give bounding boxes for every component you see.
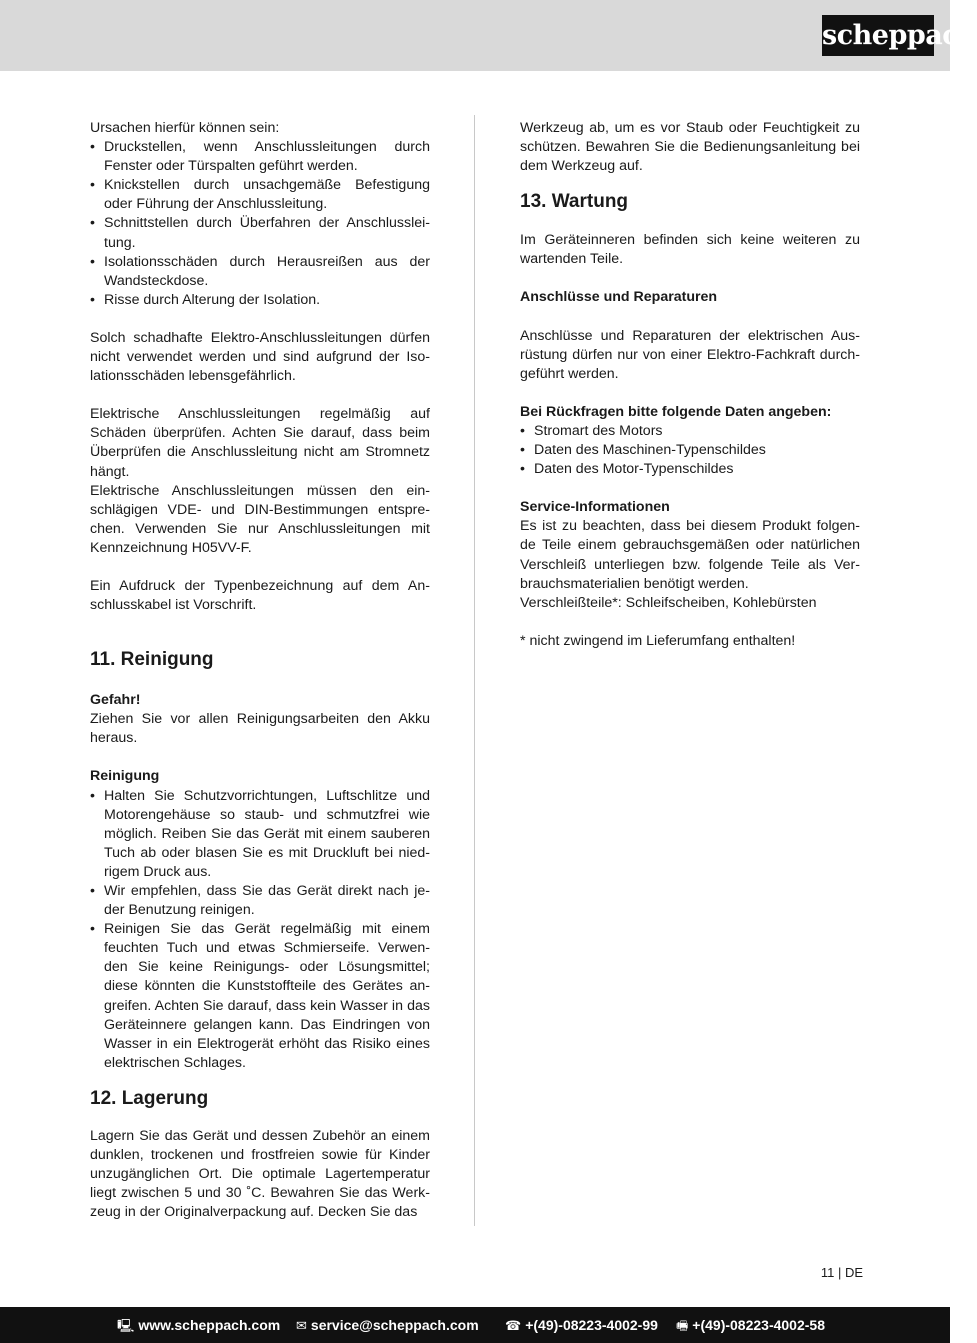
footer-website[interactable] (117, 1316, 280, 1335)
vde-paragraph: Elektrische Anschlussleitungen müssen den ein-schlägigen VDE- und DIN-Bestimmungen entspre-chen. Verwenden Sie nur Anschlussleitungen mit Kennzeichnung H05VV-F. (90, 482, 430, 556)
service-text: Es ist zu beachten, dass bei diesem Produkt folgen-de Teile einem gebrauchsgemäßen oder natürlichen Verschleiß unterliegen bzw. folgende Teile als Ver-brauchsmaterialien benötigt werden. (520, 518, 860, 592)
maintenance-text: Im Geräteinneren befinden sich keine weiteren zu wartenden Teile. (520, 232, 860, 268)
list-item: • Stromart des Motors (520, 422, 860, 441)
type-print-paragraph: Ein Aufdruck der Typenbezeichnung auf dem An-schlusskabel ist Vorschrift. (90, 577, 430, 614)
section-heading-cleaning: 11. Reinigung (90, 649, 214, 671)
section-heading-storage: 12. Lagerung (90, 1087, 209, 1109)
storage-text: Lagern Sie das Gerät und dessen Zubehör an einem dunklen, trockenen und frostfreien sowie für Kinder unzugänglichen Ort. Die optimale Lagertemperatur liegt zwischen 5 und 30 ˚C. Bewahren Sie das Werk-zeug in der Originalverpackung auf. Decken Sie das (90, 1127, 430, 1221)
cleaning-list (90, 787, 430, 1073)
left-column (90, 119, 430, 1222)
header-band (0, 0, 950, 71)
telephone-icon: ☎ (505, 1318, 522, 1333)
cleaning-label: Reinigung (90, 768, 160, 785)
list-item: • Wir empfehlen, dass Sie das Gerät direkt nach je-der Benutzung reinigen. (90, 882, 430, 920)
service-label: Service-Informationen (520, 499, 670, 516)
envelope-icon: ✉ (296, 1318, 307, 1333)
list-item: • Daten des Motor-Typenschildes (520, 460, 860, 479)
check-cables-paragraph: Elektrische Anschlussleitungen regelmäßig auf Schäden überprüfen. Achten Sie darauf, dass beim Überprüfen die Anschlussleitung nicht am Stromnetz hängt. (90, 406, 430, 480)
scheppach-logo: scheppach (822, 15, 934, 56)
fax-number: +(49)-08223-4002-58 (692, 1317, 825, 1333)
danger-text: Ziehen Sie vor allen Reinigungsarbeiten den Akku heraus. (90, 711, 430, 747)
list-item: • Knickstellen durch unsachgemäße Befestigung oder Führung der Anschlussleitung. (90, 176, 430, 214)
section-heading-maintenance: 13. Wartung (520, 191, 629, 213)
list-item: • Schnittstellen durch Überfahren der Anschlusslei-tung. (90, 214, 430, 252)
fax-icon: 🖷 (676, 1318, 689, 1333)
website-link[interactable]: www.scheppach.com (138, 1317, 281, 1333)
phone-number[interactable]: +(49)-08223-4002-99 (525, 1317, 658, 1333)
inquiry-label: Bei Rückfragen bitte folgende Daten angeben: (520, 403, 832, 420)
danger-label: Gefahr! (90, 692, 141, 709)
email-link[interactable]: service@scheppach.com (310, 1317, 479, 1333)
damaged-cables-paragraph: Solch schadhafte Elektro-Anschlussleitungen dürfen nicht verwendet werden und sind aufgrund der Iso-lationsschäden lebensgefährlich. (90, 329, 430, 385)
footer-bar (0, 1307, 950, 1343)
right-column (520, 119, 860, 651)
list-item: • Reinigen Sie das Gerät regelmäßig mit einem feuchten Tuch und etwas Schmierseife. Verwen-den Sie keine Reinigungs- oder Lösungsmittel; diese könnten die Kunststoffteile des Gerätes an-greifen. Achten Sie darauf, dass kein Wasser in das Geräteinnere gelangen kann. Das Eindringen von Wasser in ein Elektrogerät erhöht das Risiko eines elektrischen Schlages. (90, 920, 430, 1073)
connections-text: Anschlüsse und Reparaturen der elektrischen Aus-rüstung dürfen nur von einer Elektro-Fachkraft durch-geführt werden. (520, 327, 860, 382)
storage-continued: Werkzeug ab, um es vor Staub oder Feuchtigkeit zu schützen. Bewahren Sie die Bedienungsanleitung bei dem Werkzeug auf. (520, 120, 860, 175)
computer-icon: 🖳 (117, 1318, 135, 1333)
column-divider (474, 115, 475, 1226)
list-item: • Isolationsschäden durch Herausreißen aus der Wandsteckdose. (90, 253, 430, 291)
list-item: • Daten des Maschinen-Typenschildes (520, 441, 860, 460)
wear-parts: Verschleißteile*: Schleifscheiben, Kohlebürsten (520, 594, 817, 611)
causes-list (90, 138, 430, 310)
footnote: * nicht zwingend im Lieferumfang enthalten! (520, 632, 796, 649)
page-number: 11 | DE (820, 1265, 863, 1280)
footer-fax (676, 1316, 825, 1335)
causes-intro: Ursachen hierfür können sein: (90, 120, 280, 136)
list-item: • Halten Sie Schutzvorrichtungen, Luftschlitze und Motorengehäuse so staub- und schmutzfrei wie möglich. Reiben Sie das Gerät mit einem sauberen Tuch ab oder blasen Sie es mit Druckluft bei nied-rigem Druck aus. (90, 787, 430, 882)
footer-email[interactable] (296, 1316, 479, 1335)
inquiry-list (520, 422, 860, 479)
footer-phone[interactable] (505, 1316, 658, 1335)
connections-label: Anschlüsse und Reparaturen (520, 289, 718, 306)
list-item: • Druckstellen, wenn Anschlussleitungen durch Fenster oder Türspalten geführt werden. (90, 138, 430, 176)
list-item: • Risse durch Alterung der Isolation. (90, 291, 430, 310)
